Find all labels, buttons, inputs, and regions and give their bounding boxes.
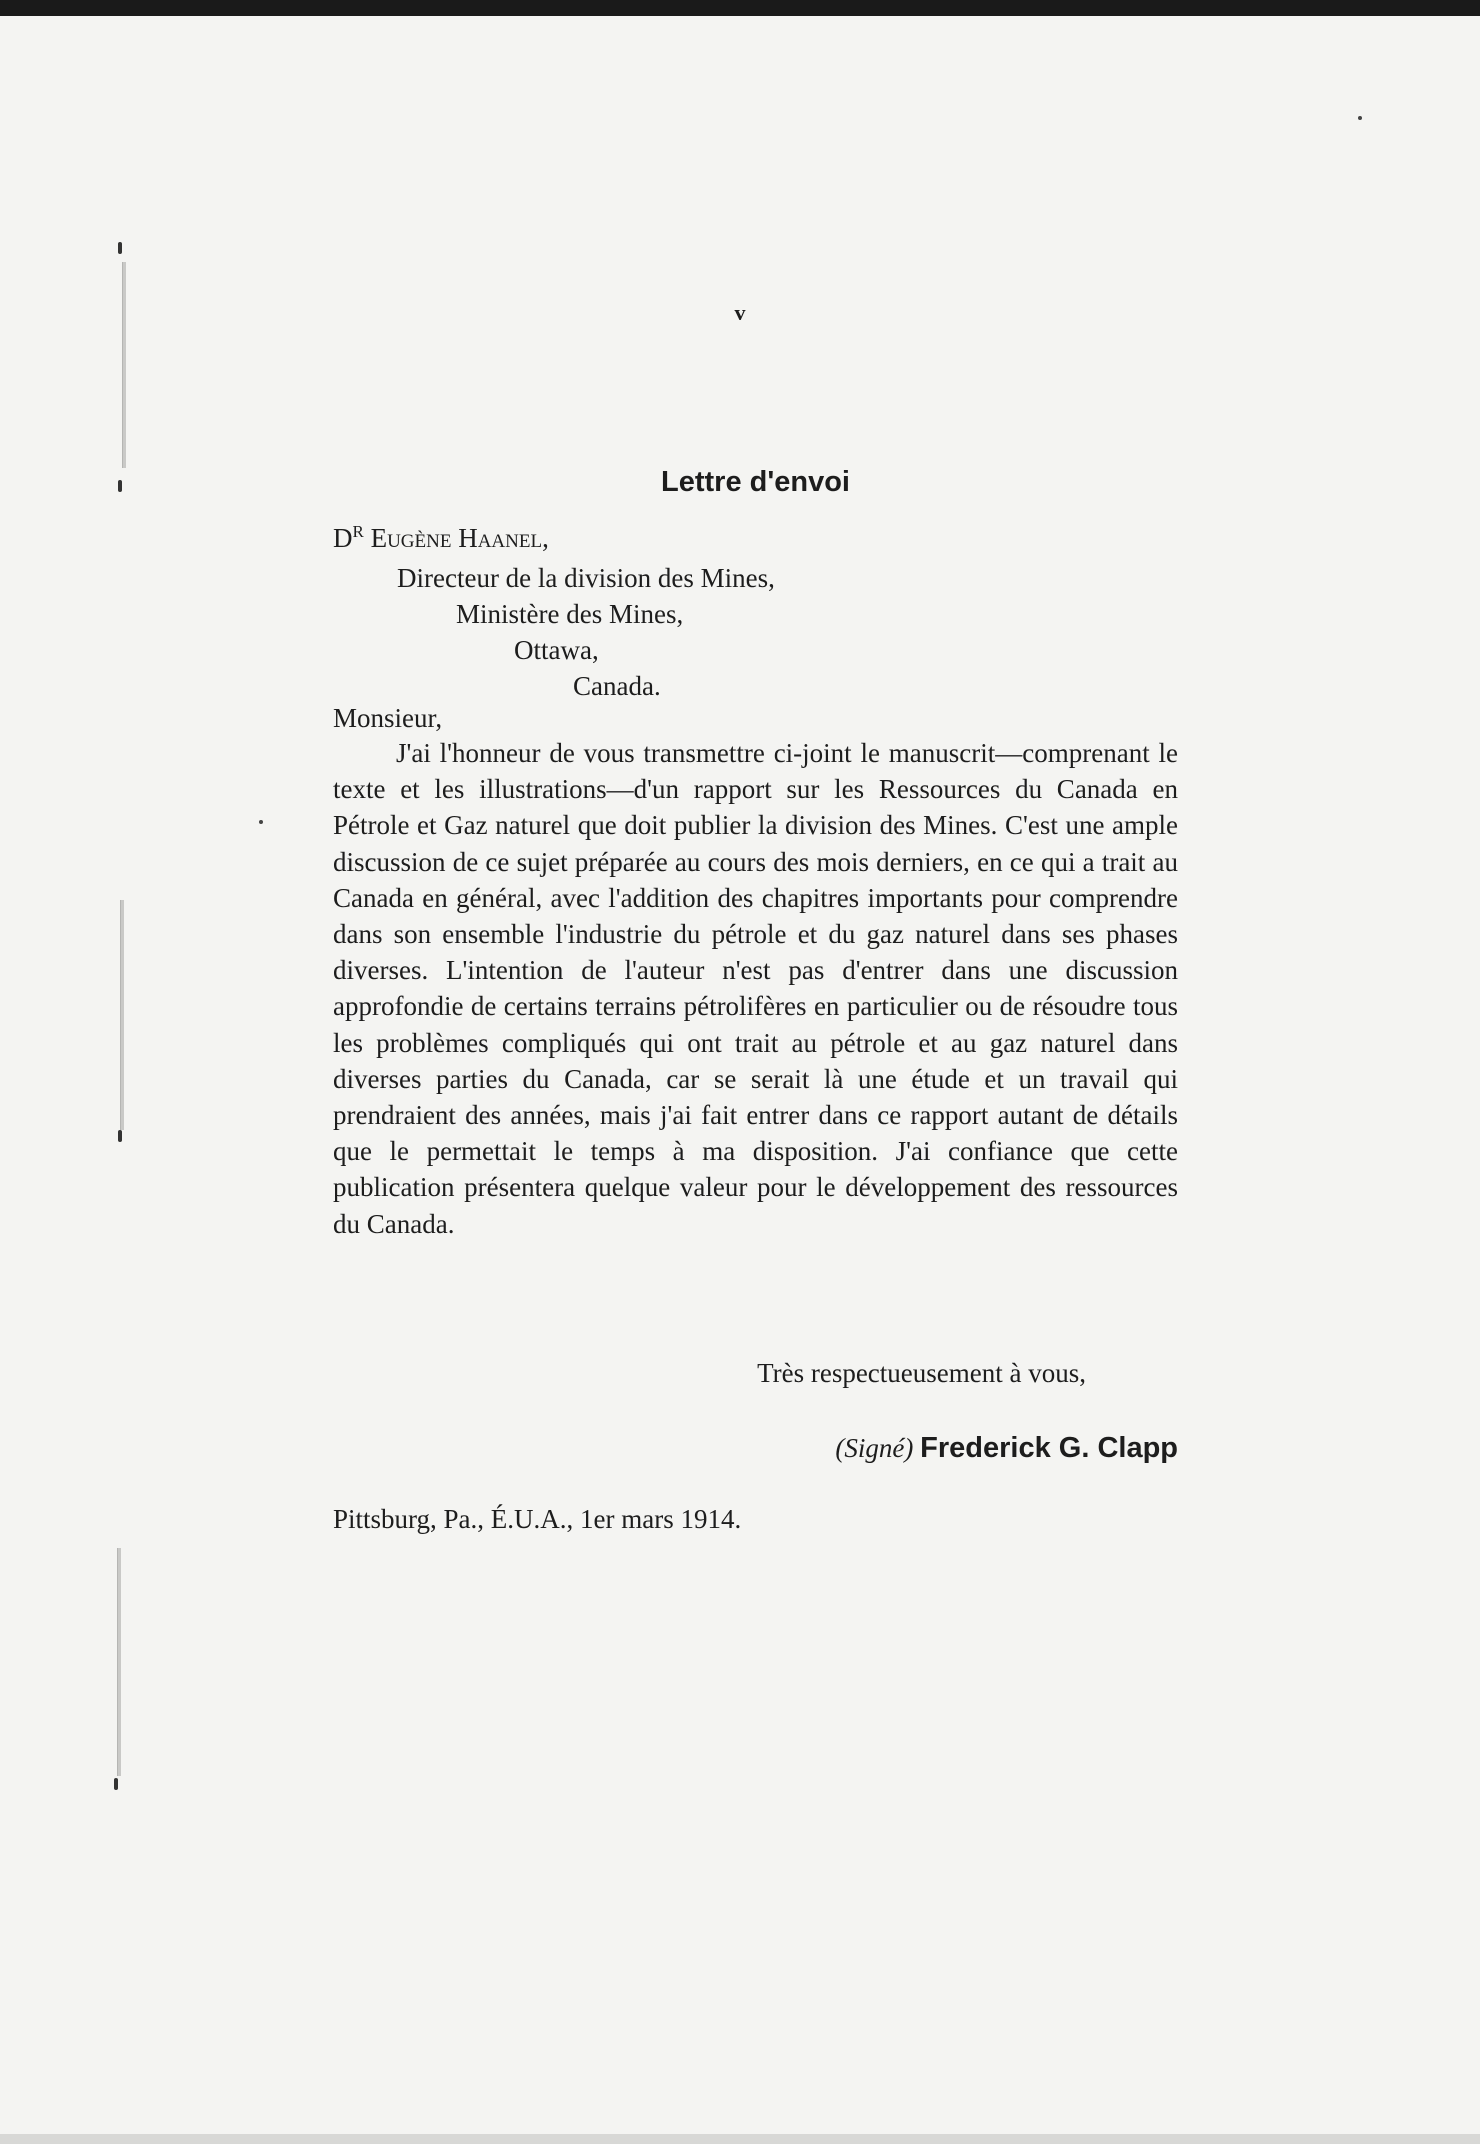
letter-title: Lettre d'envoi [661, 466, 850, 498]
binding-stitch-1 [122, 262, 126, 468]
dust-speck [1358, 116, 1362, 120]
page-number: v [734, 300, 746, 325]
binding-hole-mark-2 [118, 480, 122, 492]
recipient-line-3: Ottawa, [514, 635, 599, 665]
signed-label: (Signé) [835, 1433, 914, 1463]
letter-body [333, 735, 1178, 1242]
binding-hole-mark-4 [114, 1778, 118, 1790]
place-and-date: Pittsburg, Pa., É.U.A., 1er mars 1914. [333, 1504, 742, 1534]
signatory-name: Frederick G. Clapp [920, 1432, 1178, 1464]
recipient-name-text: Eugène Haanel, [370, 523, 549, 553]
recipient-name [333, 520, 549, 556]
body-paragraph: J'ai l'honneur de vous transmettre ci-joint le manuscrit—comprenant le texte et les illustrations—d'un rapport sur les Ressources du Canada en Pétrole et Gaz naturel que doit publier la division des Mines. C'est une ample discussion de ce sujet préparée au cours des mois derniers, en ce qui a trait au Canada en général, avec l'addition des chapitres importants pour comprendre dans son ensemble l'industrie du pétrole et du gaz naturel dans ses phases diverses. L'intention de l'auteur n'est pas d'entrer dans une discussion approfondie de certains terrains pétrolifères en particulier ou de résoudre tous les problèmes compliqués qui ont trait au pétrole et au gaz naturel dans diverses parties du Canada, car se serait là une étude et un travail qui prendraient des années, mais j'ai fait entrer dans ce rapport autant de détails que le permettait le temps à ma disposition. J'ai confiance que cette publication présentera quelque valeur pour le développement des ressources du Canada. [333, 738, 1178, 1239]
binding-stitch-2 [120, 900, 124, 1130]
recipient-line-4: Canada. [573, 671, 661, 701]
salutation: Monsieur, [333, 703, 443, 733]
recipient-title: D [333, 523, 353, 553]
recipient-title-superscript: R [352, 522, 364, 541]
scan-bottom-border [0, 2134, 1480, 2144]
binding-stitch-3 [117, 1548, 121, 1776]
dust-speck [259, 820, 263, 824]
scan-top-border [0, 0, 1480, 16]
signature [333, 1432, 1178, 1465]
binding-hole-mark-1 [118, 242, 122, 254]
recipient-line-2: Ministère des Mines, [456, 599, 684, 629]
binding-hole-mark-3 [118, 1130, 122, 1142]
recipient-line-1: Directeur de la division des Mines, [397, 563, 775, 593]
closing: Très respectueusement à vous, [757, 1358, 1086, 1388]
